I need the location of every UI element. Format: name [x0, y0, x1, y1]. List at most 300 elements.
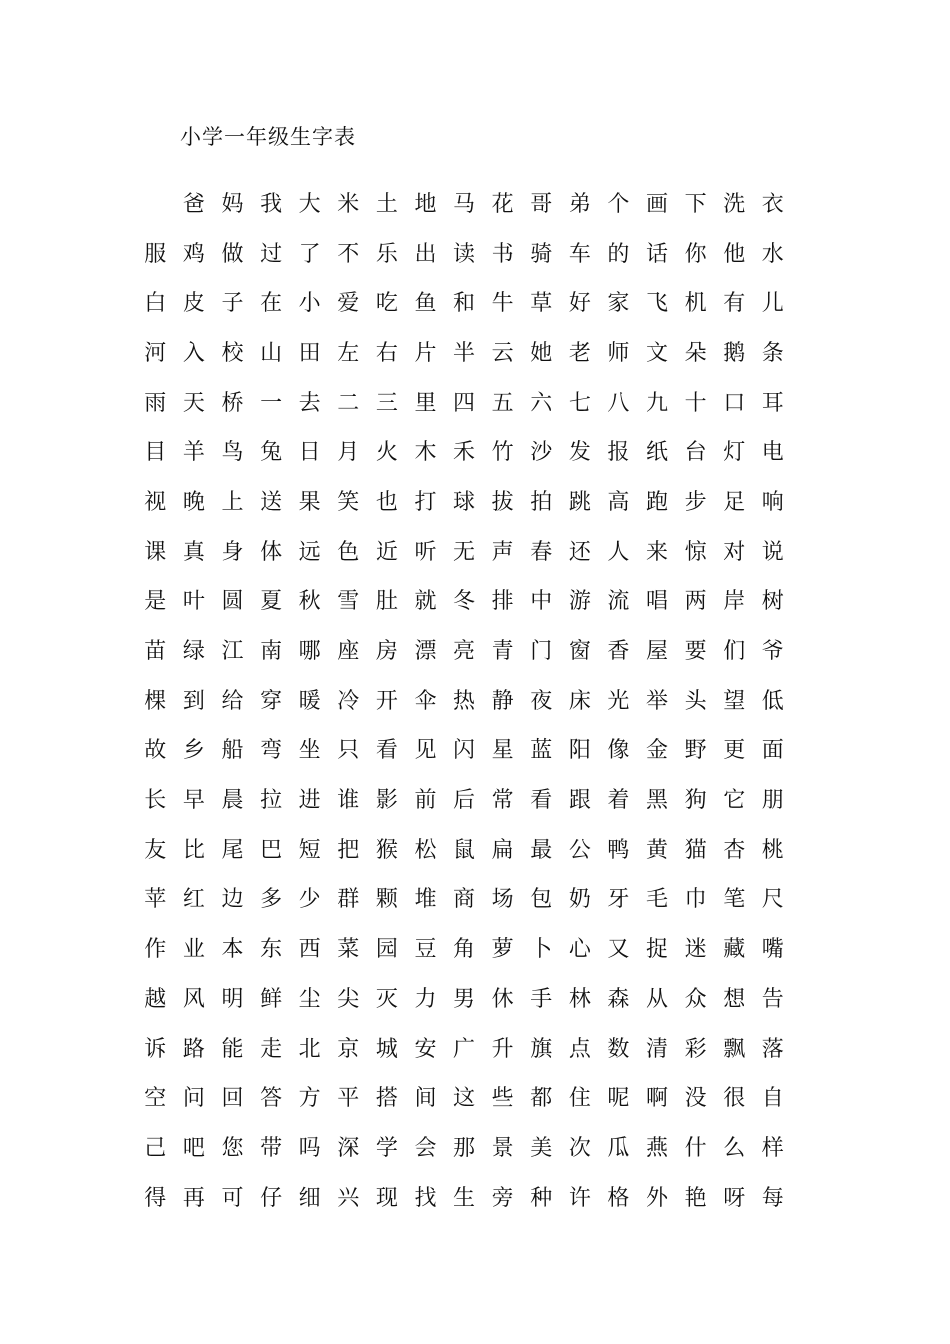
- character-cell: 再: [182, 1185, 205, 1211]
- character-cell: 告: [761, 986, 784, 1012]
- character-cell: 无: [453, 539, 476, 565]
- character-cell: 越: [144, 986, 167, 1012]
- character-cell: 商: [453, 887, 476, 913]
- character-cell: 了: [298, 241, 321, 267]
- character-cell: 颗: [375, 887, 398, 913]
- character-cell: 树: [761, 589, 784, 615]
- character-cell: 校: [221, 340, 244, 366]
- character-cell: 萝: [491, 937, 514, 963]
- character-cell: 谁: [337, 788, 360, 814]
- character-cell: 二: [337, 390, 360, 416]
- character-cell: 拉: [260, 788, 283, 814]
- character-cell: 流: [607, 589, 630, 615]
- character-cell: 小: [298, 291, 321, 317]
- character-cell: 得: [144, 1185, 167, 1211]
- character-cell: 朵: [684, 340, 707, 366]
- character-cell: 条: [761, 340, 784, 366]
- character-cell: 冷: [337, 688, 360, 714]
- character-cell: 哪: [298, 639, 321, 665]
- character-cell: 哥: [530, 191, 553, 217]
- character-row: [136, 379, 796, 429]
- character-cell: 样: [761, 1135, 784, 1161]
- character-cell: 呀: [723, 1185, 746, 1211]
- character-cell: 船: [221, 738, 244, 764]
- character-row: [136, 578, 796, 628]
- character-cell: 把: [337, 837, 360, 863]
- character-cell: 高: [607, 489, 630, 515]
- character-cell: 种: [530, 1185, 553, 1211]
- character-cell: 口: [723, 390, 746, 416]
- character-cell: 跟: [568, 788, 591, 814]
- character-cell: 像: [607, 738, 630, 764]
- character-cell: 次: [568, 1135, 591, 1161]
- character-cell: 找: [414, 1185, 437, 1211]
- character-cell: 就: [414, 589, 437, 615]
- character-cell: 里: [414, 390, 437, 416]
- character-cell: 一: [260, 390, 283, 416]
- character-cell: 静: [491, 688, 514, 714]
- character-cell: 瓜: [607, 1135, 630, 1161]
- character-cell: 头: [684, 688, 707, 714]
- character-cell: 唱: [646, 589, 669, 615]
- character-cell: 花: [491, 191, 514, 217]
- character-cell: 七: [568, 390, 591, 416]
- character-cell: 蓝: [530, 738, 553, 764]
- character-cell: 床: [568, 688, 591, 714]
- character-cell: 包: [530, 887, 553, 913]
- character-cell: 森: [607, 986, 630, 1012]
- character-cell: 格: [607, 1185, 630, 1211]
- character-cell: 灭: [375, 986, 398, 1012]
- character-cell: 圆: [221, 589, 244, 615]
- character-cell: 想: [723, 986, 746, 1012]
- character-cell: 园: [375, 937, 398, 963]
- character-cell: 听: [414, 539, 437, 565]
- character-cell: 答: [260, 1086, 283, 1112]
- character-cell: 云: [491, 340, 514, 366]
- character-cell: 真: [182, 539, 205, 565]
- character-cell: 您: [221, 1135, 244, 1161]
- character-cell: 们: [723, 639, 746, 665]
- character-cell: 天: [182, 390, 205, 416]
- character-cell: 肚: [375, 589, 398, 615]
- character-cell: 这: [453, 1086, 476, 1112]
- character-cell: 沙: [530, 440, 553, 466]
- character-cell: 她: [530, 340, 553, 366]
- character-cell: 藏: [723, 937, 746, 963]
- character-cell: 说: [761, 539, 784, 565]
- character-cell: 水: [761, 241, 784, 267]
- character-row: [136, 727, 796, 777]
- character-cell: 平: [337, 1086, 360, 1112]
- character-cell: 对: [723, 539, 746, 565]
- character-cell: 火: [375, 440, 398, 466]
- character-cell: 爸: [182, 191, 205, 217]
- character-cell: 回: [221, 1086, 244, 1112]
- character-cell: 边: [221, 887, 244, 913]
- character-cell: 爷: [761, 639, 784, 665]
- character-cell: 啊: [646, 1086, 669, 1112]
- character-cell: 短: [298, 837, 321, 863]
- character-cell: 桃: [761, 837, 784, 863]
- character-cell: 来: [646, 539, 669, 565]
- character-row: [136, 677, 796, 727]
- character-cell: 鸟: [221, 440, 244, 466]
- character-cell: 出: [414, 241, 437, 267]
- character-cell: 片: [414, 340, 437, 366]
- character-cell: 本: [221, 937, 244, 963]
- character-cell: 捉: [646, 937, 669, 963]
- character-cell: 兔: [260, 440, 283, 466]
- character-cell: 猫: [684, 837, 707, 863]
- character-cell: 电: [761, 440, 784, 466]
- character-cell: 爱: [337, 291, 360, 317]
- character-cell: 有: [723, 291, 746, 317]
- character-cell: 带: [260, 1135, 283, 1161]
- character-cell: 木: [414, 440, 437, 466]
- character-cell: 松: [414, 837, 437, 863]
- character-cell: 杏: [723, 837, 746, 863]
- character-cell: 和: [453, 291, 476, 317]
- character-cell: 话: [646, 241, 669, 267]
- character-cell: 狗: [684, 788, 707, 814]
- character-cell: 红: [182, 887, 205, 913]
- character-cell: 香: [607, 639, 630, 665]
- character-cell: 常: [491, 788, 514, 814]
- character-cell: 冬: [453, 589, 476, 615]
- character-cell: 闪: [453, 738, 476, 764]
- character-cell: 兴: [337, 1185, 360, 1211]
- character-cell: 桥: [221, 390, 244, 416]
- character-cell: 报: [607, 440, 630, 466]
- character-cell: 休: [491, 986, 514, 1012]
- character-cell: 迷: [684, 937, 707, 963]
- character-row: [136, 876, 796, 926]
- character-cell: 每: [761, 1185, 784, 1211]
- character-cell: 月: [337, 440, 360, 466]
- character-cell: 心: [568, 937, 591, 963]
- character-cell: 只: [337, 738, 360, 764]
- character-cell: 江: [221, 639, 244, 665]
- character-cell: 你: [684, 241, 707, 267]
- character-cell: 地: [414, 191, 437, 217]
- character-cell: 黑: [646, 788, 669, 814]
- character-cell: 那: [453, 1135, 476, 1161]
- character-cell: 最: [530, 837, 553, 863]
- character-cell: 男: [453, 986, 476, 1012]
- character-cell: 旁: [491, 1185, 514, 1211]
- character-cell: 搭: [375, 1086, 398, 1112]
- character-cell: 穿: [260, 688, 283, 714]
- character-cell: 跳: [568, 489, 591, 515]
- character-cell: 影: [375, 788, 398, 814]
- character-cell: 什: [684, 1135, 707, 1161]
- character-cell: 广: [453, 1036, 476, 1062]
- character-cell: 晨: [221, 788, 244, 814]
- character-cell: 自: [761, 1086, 784, 1112]
- character-cell: 球: [453, 489, 476, 515]
- character-cell: 耳: [761, 390, 784, 416]
- character-cell: 清: [646, 1036, 669, 1062]
- character-cell: 奶: [568, 887, 591, 913]
- character-cell: 不: [337, 241, 360, 267]
- character-cell: 又: [607, 937, 630, 963]
- character-cell: 近: [375, 539, 398, 565]
- character-cell: 果: [298, 489, 321, 515]
- character-cell: 飘: [723, 1036, 746, 1062]
- character-cell: 叶: [182, 589, 205, 615]
- character-cell: 毛: [646, 887, 669, 913]
- character-cell: 鲜: [260, 986, 283, 1012]
- character-cell: 师: [607, 340, 630, 366]
- character-cell: 牛: [491, 291, 514, 317]
- character-cell: 细: [298, 1185, 321, 1211]
- character-row: [136, 925, 796, 975]
- character-cell: 骑: [530, 241, 553, 267]
- character-cell: 巾: [684, 887, 707, 913]
- character-cell: 竹: [491, 440, 514, 466]
- character-cell: 三: [375, 390, 398, 416]
- character-cell: 很: [723, 1086, 746, 1112]
- character-cell: 弟: [568, 191, 591, 217]
- character-cell: 排: [491, 589, 514, 615]
- character-cell: 彩: [684, 1036, 707, 1062]
- character-cell: 明: [221, 986, 244, 1012]
- character-cell: 数: [607, 1036, 630, 1062]
- character-cell: 做: [221, 241, 244, 267]
- character-cell: 空: [144, 1086, 167, 1112]
- character-cell: 日: [298, 440, 321, 466]
- character-cell: 多: [260, 887, 283, 913]
- character-cell: 苹: [144, 887, 167, 913]
- character-row: [136, 230, 796, 280]
- character-cell: 坐: [298, 738, 321, 764]
- character-cell: 衣: [761, 191, 784, 217]
- character-row: [136, 1174, 796, 1224]
- character-cell: 视: [144, 489, 167, 515]
- character-cell: 吧: [182, 1135, 205, 1161]
- character-cell: 可: [221, 1185, 244, 1211]
- character-cell: 早: [182, 788, 205, 814]
- character-cell: 灯: [723, 440, 746, 466]
- character-cell: 学: [375, 1135, 398, 1161]
- character-cell: 步: [684, 489, 707, 515]
- character-cell: 八: [607, 390, 630, 416]
- character-cell: 雨: [144, 390, 167, 416]
- character-cell: 伞: [414, 688, 437, 714]
- character-cell: 艳: [684, 1185, 707, 1211]
- character-row: [136, 776, 796, 826]
- character-cell: 飞: [646, 291, 669, 317]
- character-cell: 美: [530, 1135, 553, 1161]
- character-cell: 点: [568, 1036, 591, 1062]
- character-row: [136, 826, 796, 876]
- character-cell: 漂: [414, 639, 437, 665]
- character-cell: 景: [491, 1135, 514, 1161]
- character-cell: 我: [260, 191, 283, 217]
- character-cell: 落: [761, 1036, 784, 1062]
- character-cell: 到: [182, 688, 205, 714]
- character-cell: 惊: [684, 539, 707, 565]
- character-cell: 台: [684, 440, 707, 466]
- character-cell: 角: [453, 937, 476, 963]
- character-cell: 送: [260, 489, 283, 515]
- character-cell: 夏: [260, 589, 283, 615]
- character-cell: 长: [144, 788, 167, 814]
- character-cell: 外: [646, 1185, 669, 1211]
- character-cell: 读: [453, 241, 476, 267]
- character-cell: 身: [221, 539, 244, 565]
- character-cell: 光: [607, 688, 630, 714]
- character-cell: 鸡: [182, 241, 205, 267]
- character-cell: 暖: [298, 688, 321, 714]
- character-cell: 儿: [761, 291, 784, 317]
- character-cell: 举: [646, 688, 669, 714]
- character-cell: 方: [298, 1086, 321, 1112]
- character-cell: 马: [453, 191, 476, 217]
- character-cell: 乡: [182, 738, 205, 764]
- character-cell: 面: [761, 738, 784, 764]
- character-cell: 路: [182, 1036, 205, 1062]
- character-cell: 屋: [646, 639, 669, 665]
- character-row: [136, 627, 796, 677]
- character-cell: 公: [568, 837, 591, 863]
- character-cell: 更: [723, 738, 746, 764]
- character-cell: 春: [530, 539, 553, 565]
- character-cell: 前: [414, 788, 437, 814]
- character-cell: 后: [453, 788, 476, 814]
- character-cell: 呢: [607, 1086, 630, 1112]
- character-cell: 热: [453, 688, 476, 714]
- character-cell: 望: [723, 688, 746, 714]
- character-row: [136, 975, 796, 1025]
- character-cell: 服: [144, 241, 167, 267]
- character-cell: 京: [337, 1036, 360, 1062]
- character-cell: 吗: [298, 1135, 321, 1161]
- character-cell: 人: [607, 539, 630, 565]
- character-cell: 猴: [375, 837, 398, 863]
- character-cell: 生: [453, 1185, 476, 1211]
- character-cell: 鱼: [414, 291, 437, 317]
- character-cell: 尺: [761, 887, 784, 913]
- character-cell: 给: [221, 688, 244, 714]
- character-cell: 业: [182, 937, 205, 963]
- character-cell: 河: [144, 340, 167, 366]
- character-cell: 鼠: [453, 837, 476, 863]
- character-cell: 夜: [530, 688, 553, 714]
- character-cell: 金: [646, 738, 669, 764]
- character-cell: 白: [144, 291, 167, 317]
- character-cell: 禾: [453, 440, 476, 466]
- page-title: 小学一年级生字表: [180, 125, 356, 149]
- character-cell: 窗: [568, 639, 591, 665]
- character-cell: 友: [144, 837, 167, 863]
- character-cell: 升: [491, 1036, 514, 1062]
- character-cell: 间: [414, 1086, 437, 1112]
- character-cell: 会: [414, 1135, 437, 1161]
- character-cell: 亮: [453, 639, 476, 665]
- character-cell: 进: [298, 788, 321, 814]
- character-row: [136, 329, 796, 379]
- character-cell: 扁: [491, 837, 514, 863]
- character-cell: 右: [375, 340, 398, 366]
- character-cell: 要: [684, 639, 707, 665]
- character-cell: 着: [607, 788, 630, 814]
- character-cell: 能: [221, 1036, 244, 1062]
- character-cell: 它: [723, 788, 746, 814]
- character-cell: 些: [491, 1086, 514, 1112]
- character-cell: 问: [182, 1086, 205, 1112]
- character-cell: 西: [298, 937, 321, 963]
- character-cell: 洗: [723, 191, 746, 217]
- character-cell: 目: [144, 440, 167, 466]
- character-cell: 北: [298, 1036, 321, 1062]
- character-cell: 堆: [414, 887, 437, 913]
- character-cell: 跑: [646, 489, 669, 515]
- character-cell: 四: [453, 390, 476, 416]
- character-cell: 众: [684, 986, 707, 1012]
- character-cell: 么: [723, 1135, 746, 1161]
- character-cell: 羊: [182, 440, 205, 466]
- character-row: [136, 180, 796, 230]
- character-cell: 画: [646, 191, 669, 217]
- character-cell: 远: [298, 539, 321, 565]
- character-cell: 十: [684, 390, 707, 416]
- character-cell: 开: [375, 688, 398, 714]
- character-cell: 许: [568, 1185, 591, 1211]
- character-cell: 的: [607, 241, 630, 267]
- character-cell: 去: [298, 390, 321, 416]
- character-cell: 燕: [646, 1135, 669, 1161]
- character-cell: 声: [491, 539, 514, 565]
- character-cell: 入: [182, 340, 205, 366]
- character-cell: 卜: [530, 937, 553, 963]
- character-cell: 菜: [337, 937, 360, 963]
- character-cell: 中: [530, 589, 553, 615]
- character-cell: 好: [568, 291, 591, 317]
- character-cell: 下: [684, 191, 707, 217]
- character-cell: 林: [568, 986, 591, 1012]
- character-cell: 五: [491, 390, 514, 416]
- character-cell: 机: [684, 291, 707, 317]
- character-cell: 山: [260, 340, 283, 366]
- character-cell: 还: [568, 539, 591, 565]
- character-cell: 老: [568, 340, 591, 366]
- character-cell: 尾: [221, 837, 244, 863]
- character-cell: 阳: [568, 738, 591, 764]
- character-cell: 低: [761, 688, 784, 714]
- character-cell: 青: [491, 639, 514, 665]
- character-row: [136, 428, 796, 478]
- character-cell: 棵: [144, 688, 167, 714]
- character-cell: 鹅: [723, 340, 746, 366]
- character-cell: 田: [298, 340, 321, 366]
- character-cell: 走: [260, 1036, 283, 1062]
- character-cell: 城: [375, 1036, 398, 1062]
- character-cell: 吃: [375, 291, 398, 317]
- character-cell: 看: [375, 738, 398, 764]
- character-cell: 弯: [260, 738, 283, 764]
- character-cell: 过: [260, 241, 283, 267]
- character-cell: 六: [530, 390, 553, 416]
- character-cell: 九: [646, 390, 669, 416]
- character-row: [136, 1074, 796, 1124]
- character-cell: 课: [144, 539, 167, 565]
- character-cell: 书: [491, 241, 514, 267]
- character-cell: 皮: [182, 291, 205, 317]
- character-cell: 他: [723, 241, 746, 267]
- character-cell: 拔: [491, 489, 514, 515]
